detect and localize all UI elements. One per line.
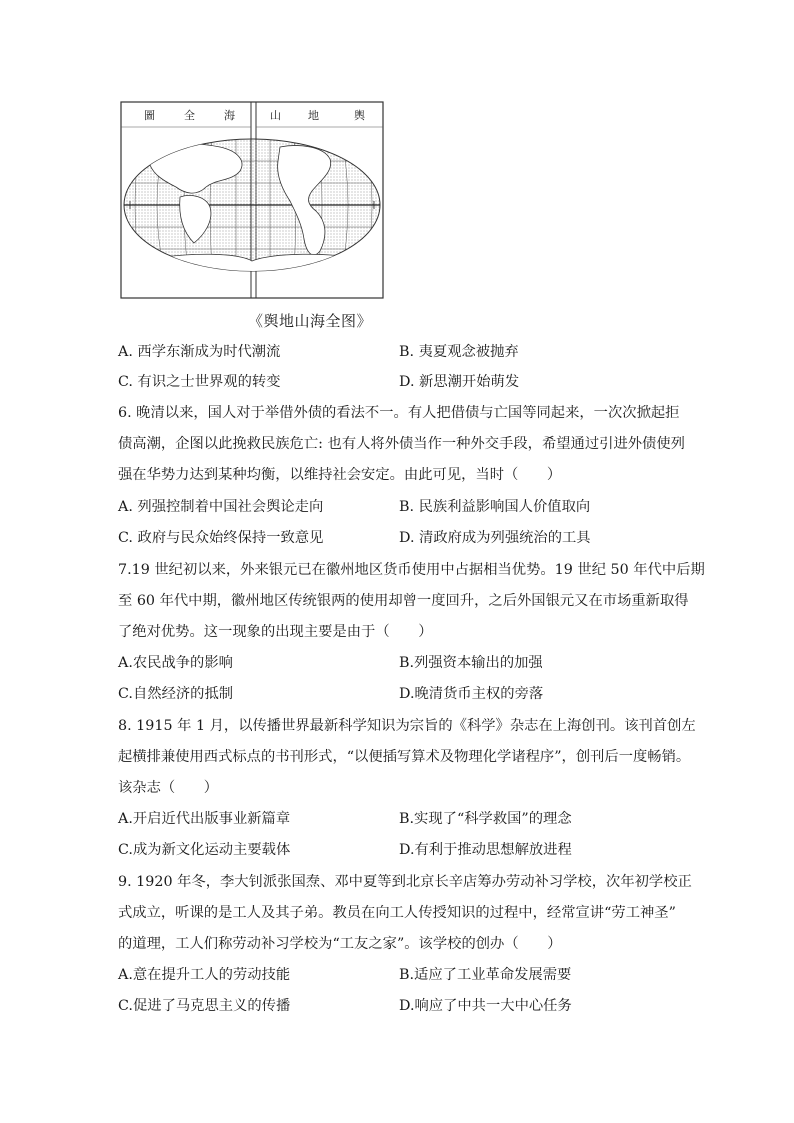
q6-option-a: A. 列强控制着中国社会舆论走向 [118,499,324,515]
q6-stem-line-1: 6. 晚清以来，国人对于举借外债的看法不一。有人把借债与亡国等同起来，一次次掀起拒 [118,405,680,421]
q8-stem-line-1: 8. 1915 年 1 月，以传播世界最新科学知识为宗旨的《科学》杂志在上海创刊。该刊首创左 [118,718,696,734]
q7-stem-line-1: 7.19 世纪初以来，外来银元已在徽州地区货币使用中占据相当优势。19 世纪 50 年代中后期 [118,562,705,578]
q7-stem-line-3: 了绝对优势。这一现象的出现主要是由于（ ） [118,624,433,640]
q6-option-b: B. 民族利益影响国人价值取向 [399,499,591,515]
q5-option-c: C. 有识之士世界观的转变 [118,374,281,390]
q7-option-d: D.晚清货币主权的旁落 [399,686,544,702]
q6-stem-line-2: 债高潮，企图以此挽救民族危亡: 也有人将外债当作一种外交手段，希望通过引进外债使列 [118,436,685,452]
q8-stem-line-3: 该杂志（ ） [118,780,219,796]
map-caption: 《舆地山海全图》 [248,312,373,330]
q6-option-d: D. 清政府成为列强统治的工具 [399,530,591,546]
q6-stem-line-3: 强在华势力达到某种均衡，以维持社会安定。由此可见，当时（ ） [118,467,562,483]
q9-option-a: A.意在提升工人的劳动技能 [118,967,291,983]
q9-stem-line-1: 9. 1920 年冬，李大钊派张国焘、邓中夏等到北京长辛店筹办劳动补习学校，次年初学校正 [118,874,692,890]
q7-option-c: C.自然经济的抵制 [118,686,234,702]
q8-option-b: B.实现了“科学救国”的理念 [399,811,572,827]
q9-stem-line-3: 的道理，工人们称劳动补习学校为“工友之家”。该学校的创办（ ） [118,936,562,952]
q5-option-d: D. 新思潮开始萌发 [399,374,520,390]
world-map-figure [120,101,384,300]
q9-stem-line-2: 式成立，听课的是工人及其子弟。教员在向工人传授知识的过程中，经常宣讲“劳工神圣” [118,905,676,921]
map-title-char-5: 地 [308,109,319,122]
map-title-char-2: 全 [184,109,195,122]
q6-option-c: C. 政府与民众始终保持一致意见 [118,530,324,546]
q7-option-b: B.列强资本输出的加强 [399,655,543,671]
q5-option-a: A. 西学东渐成为时代潮流 [118,344,281,360]
world-map-image [120,101,384,300]
q9-option-c: C.促进了马克思主义的传播 [118,998,291,1014]
map-title-char-6: 輿 [354,109,365,122]
q8-option-d: D.有利于推动思想解放进程 [399,842,572,858]
map-title-char-1: 圖 [144,109,155,122]
map-title-char-3: 海 [224,109,235,122]
q7-stem-line-2: 至 60 年代中期，徽州地区传统银两的使用却曾一度回升，之后外国银元又在市场重新取得 [118,593,689,609]
q8-option-c: C.成为新文化运动主要载体 [118,842,291,858]
q9-option-d: D.响应了中共一大中心任务 [399,998,572,1014]
q8-stem-line-2: 起横排兼使用西式标点的书刊形式，“以便插写算术及物理化学诸程序”，创刊后一度畅销。 [118,749,691,765]
q5-option-b: B. 夷夏观念被抛弃 [399,344,519,360]
q8-option-a: A.开启近代出版事业新篇章 [118,811,291,827]
map-title-char-4: 山 [270,109,281,122]
q9-option-b: B.适应了工业革命发展需要 [399,967,572,983]
q7-option-a: A.农民战争的影响 [118,655,233,671]
